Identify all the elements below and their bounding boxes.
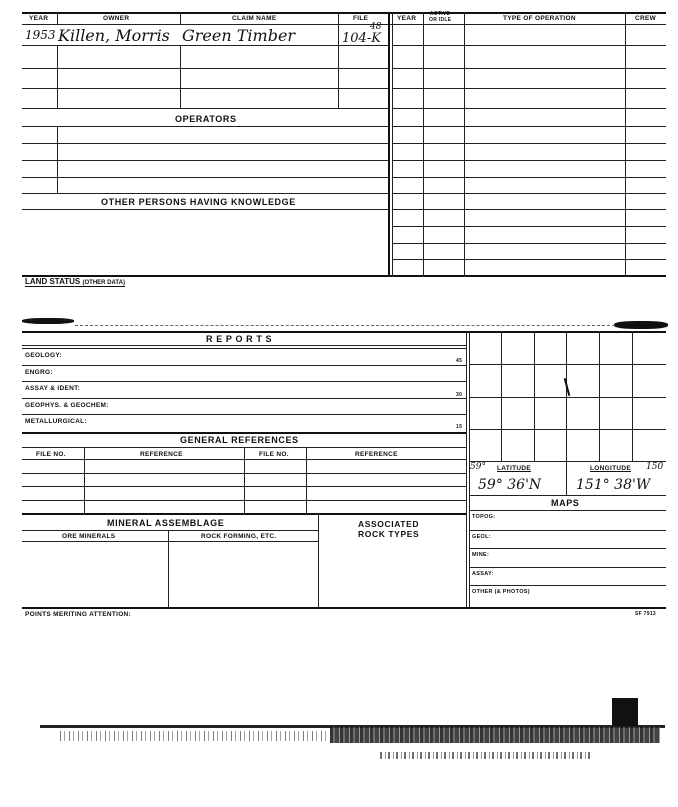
geophys-label: GEOPHYS. & GEOCHEM: [25, 402, 109, 409]
handwritten-claim-name: Green Timber [182, 26, 296, 45]
land-status-sub: (OTHER DATA) [82, 280, 125, 286]
metallurgical-label: METALLURGICAL: [25, 418, 87, 425]
associated-heading: ASSOCIATED [358, 519, 420, 529]
other-persons-heading: OTHER PERSONS HAVING KNOWLEDGE [101, 197, 296, 207]
header-crew: CREW [635, 15, 657, 22]
header-active: ACTIVE [430, 11, 451, 17]
ref-file-no-1: FILE NO. [36, 451, 66, 458]
handwritten-file-top: 48 [370, 22, 382, 32]
reports-heading: R E P O R T S [206, 334, 273, 344]
header-owner: OWNER [103, 15, 130, 22]
lon-handwritten-right: 150 [646, 462, 664, 472]
geology-number: 45 [456, 358, 463, 364]
handwritten-year: 1953 [25, 28, 56, 42]
metallurgical-number: 15 [456, 424, 463, 430]
header-op-year: YEAR [397, 15, 417, 22]
maps-mine: MINE: [472, 552, 490, 558]
ref-reference-2: REFERENCE [355, 451, 398, 458]
ref-reference-1: REFERENCE [140, 451, 183, 458]
engrg-label: ENGRG: [25, 369, 53, 376]
rock-forming-label: ROCK FORMING, ETC. [201, 533, 277, 540]
assay-number: 30 [456, 392, 463, 398]
longitude-label: LONGITUDE [590, 465, 631, 472]
maps-topog: TOPOG: [472, 514, 496, 520]
maps-other: OTHER (& PHOTOS) [472, 589, 530, 595]
lat-handwritten-left: 59° [470, 462, 486, 472]
land-status-label: LAND STATUS [25, 277, 81, 286]
header-claim-name: CLAIM NAME [232, 15, 277, 22]
form-number: SF 7913 [635, 611, 657, 617]
operators-heading: OPERATORS [175, 114, 237, 124]
scan-noise-smear [330, 727, 660, 743]
ref-file-no-2: FILE NO. [259, 451, 289, 458]
scan-black-square [612, 698, 638, 726]
general-references-heading: GENERAL REFERENCES [180, 435, 299, 445]
latitude-label: LATITUDE [497, 465, 532, 472]
maps-geol: GEOL: [472, 534, 491, 540]
maps-heading: MAPS [551, 498, 580, 508]
header-type-of-operation: TYPE OF OPERATION [503, 15, 576, 22]
latitude-value: 59° 36'N [478, 477, 542, 493]
scan-noise-lower [380, 752, 590, 759]
ink-smudge-left [22, 318, 74, 324]
maps-assay: ASSAY: [472, 571, 494, 577]
header-file: FILE [353, 15, 369, 22]
scan-noise-left [60, 731, 330, 741]
mineral-assemblage-heading: MINERAL ASSEMBLAGE [107, 518, 225, 528]
header-year: YEAR [29, 15, 49, 22]
dashed-rule [75, 325, 615, 326]
header-idle: OR IDLE [429, 17, 452, 23]
ink-smudge-right [614, 321, 668, 329]
pencil-mark [564, 378, 571, 396]
longitude-value: 151° 38'W [576, 477, 651, 493]
assay-ident-label: ASSAY & IDENT: [25, 385, 81, 392]
handwritten-owner: Killen, Morris [58, 26, 170, 45]
rock-types-heading: ROCK TYPES [358, 529, 420, 539]
points-meriting-attention: POINTS MERITING ATTENTION: [25, 611, 132, 618]
ore-minerals-label: ORE MINERALS [62, 533, 116, 540]
geology-label: GEOLOGY: [25, 352, 62, 359]
handwritten-file-bottom: 104-K [342, 31, 381, 46]
